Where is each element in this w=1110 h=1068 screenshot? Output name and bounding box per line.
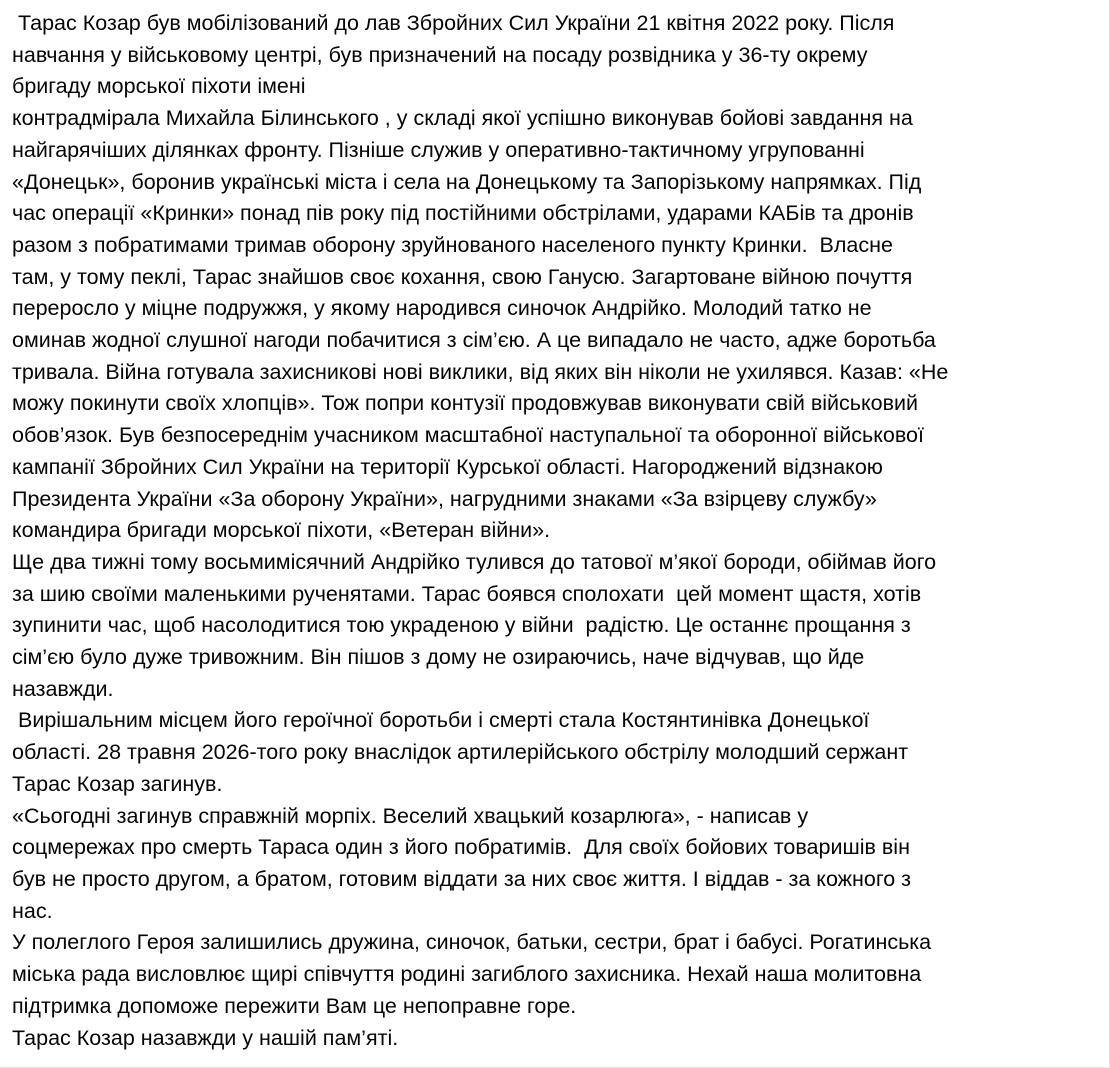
post-line: Тарас Козар був мобілізований до лав Збройних Сил України 21 квітня 2022 року. Після — [12, 11, 895, 35]
post-line: разом з побратимами тримав оборону зруйнованого населеного пункту Кринки. Власне — [12, 232, 893, 257]
post-line: підтримка допоможе пережити Вам це непоправне горе. — [12, 993, 577, 1018]
post-line: соцмережах про смерть Тараса один з його побратимів. Для своїх бойових товаришів він — [12, 835, 910, 860]
post-line: переросло у міцне подружжя, у якому народився синочок Андрійко. Молодий татко не — [12, 296, 872, 321]
post-line: Ще два тижні тому восьмимісячний Андрійко тулився до татової м’якої бороди, обіймав його — [12, 549, 937, 574]
post-line: Президента України «За оборону України», нагрудними знаками «За взірцеву службу» — [12, 486, 877, 511]
post-line: «Сьогодні загинув справжній морпіх. Веселий хвацький козарлюга», - написав у — [12, 803, 809, 828]
post-line: навчання у військовому центрі, був призначений на посаду розвідника у 36-ту окрему — [12, 42, 868, 67]
post-line: сім’єю було дуже тривожним. Він пішов з дому не озираючись, наче відчував, що йде — [12, 645, 865, 670]
post-line: командира бригади морської піхоти, «Ветеран війни». — [12, 518, 551, 543]
post-line: можу покинути своїх хлопців». Тож попри контузії продовжував виконувати свій військовий — [12, 391, 919, 416]
post-line: Тарас Козар назавжди у нашій пам’яті. — [12, 1025, 399, 1050]
post-line: назавжди. — [12, 676, 114, 701]
post-line: обов’язок. Був безпосереднім учасником масштабної наступальної та оборонної військової — [12, 423, 924, 448]
post-line: тривала. Війна готувала захисникові нові виклики, від яких він ніколи не ухилявся. Казав: «Не — [12, 359, 949, 384]
post-line: був не просто другом, а братом, готовим віддати за них своє життя. І віддав - за кожного з — [12, 866, 912, 891]
post-line: міська рада висловлює щирі співчуття родині загиблого захисника. Нехай наша молитовна — [12, 962, 922, 987]
post-line: області. 28 травня 2026-того року внаслідок артилерійського обстрілу молодший сержант — [12, 740, 909, 765]
post-line: Тарас Козар загинув. — [12, 771, 223, 796]
post-line: бригаду морської піхоти імені — [12, 74, 306, 99]
post-line: найгарячіших ділянках фронту. Пізніше служив у оперативно-тактичному угрупованні — [12, 137, 865, 162]
post-line: нас. — [12, 898, 53, 923]
post-line: Вирішальним місцем його героїчної боротьби і смерті стала Костянтинівка Донецької — [12, 708, 870, 733]
post-line: У полеглого Героя залишились дружина, синочок, батьки, сестри, брат і бабусі. Рогатинська — [12, 930, 932, 955]
post-line: зупинити час, щоб насолодитися тою украденою у війни радістю. Це останнє прощання з — [12, 613, 911, 638]
post-line: за шию своїми маленькими рученятами. Тарас боявся сполохати цей момент щастя, хотів — [12, 581, 922, 606]
post-line: час операції «Кринки» понад пів року під постійними обстрілами, ударами КАБів та дронів — [12, 201, 914, 226]
post-line: контрадмірала Михайла Білинського , у складі якої успішно виконував бойові завдання на — [12, 106, 913, 131]
post-line: там, у тому пеклі, Тарас знайшов своє кохання, свою Ганусю. Загартоване війною почуття — [12, 264, 913, 289]
post-line: «Донецьк», боронив українські міста і села на Донецькому та Запорізькому напрямках. Під — [12, 169, 922, 194]
post-line: оминав жодної слушної нагоди побачитися з сім’єю. А це випадало не часто, адже боротьба — [12, 328, 936, 353]
post-line: кампанії Збройних Сил України на території Курської області. Нагороджений відзнакою — [12, 454, 883, 479]
